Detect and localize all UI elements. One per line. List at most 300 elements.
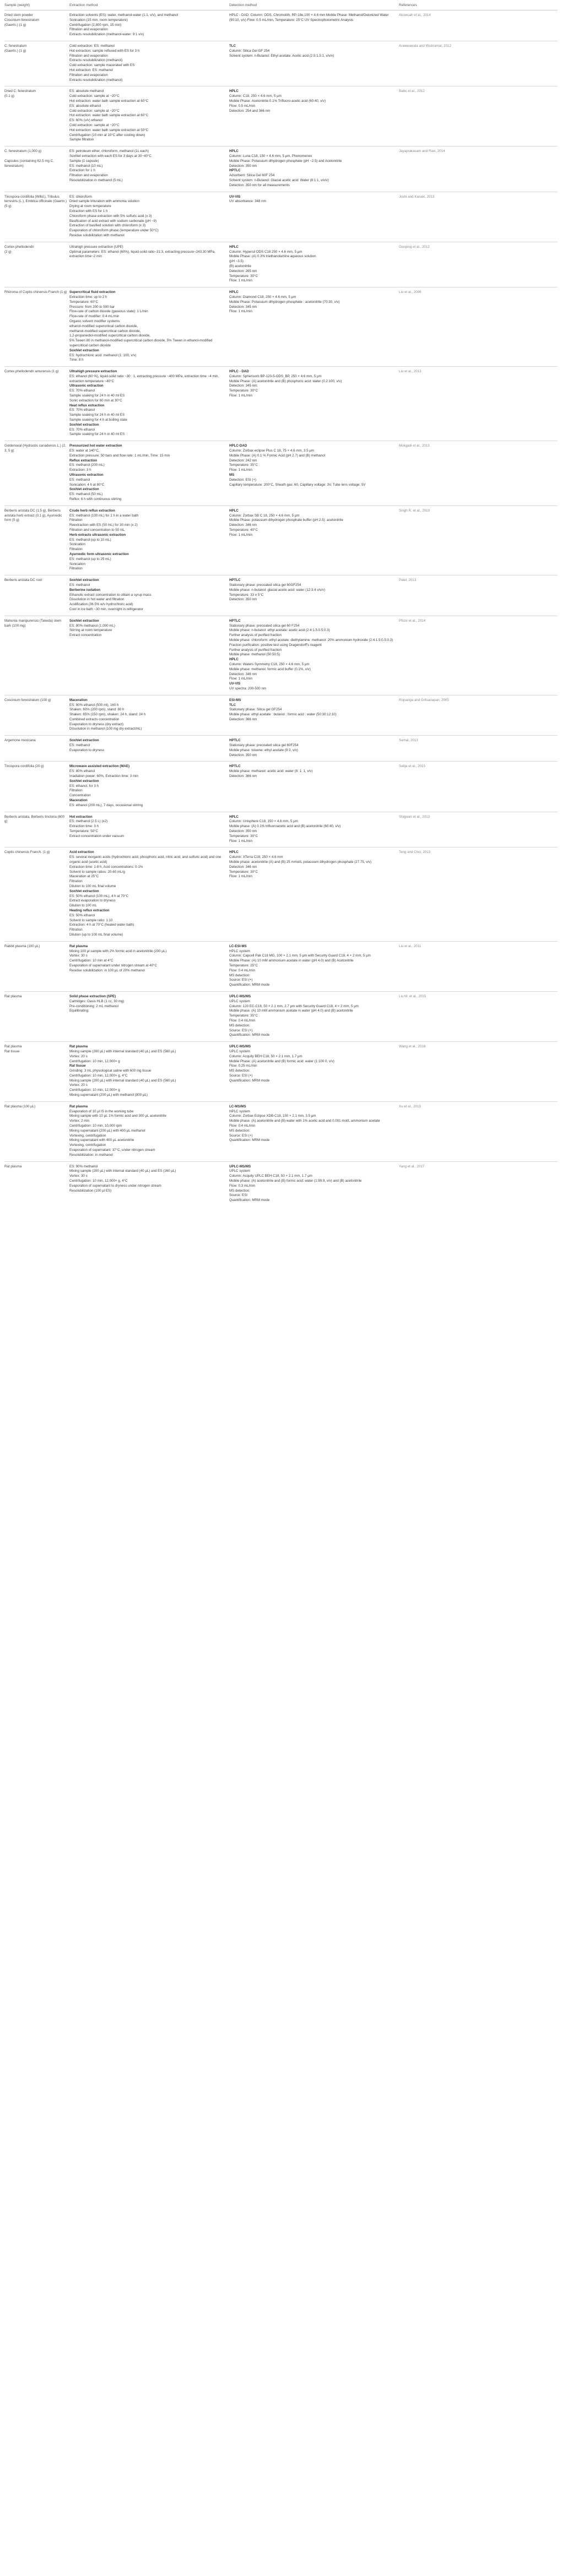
detection-cell-line: Column: Acquity UPLC BEH C18, 50 × 2.1 mm, 1.7 μm: [229, 1174, 312, 1178]
detection-cell-line: Column: Luna C18, 150 × 4.6 mm, 5 μm, Phenomenex: [229, 154, 312, 159]
extraction-cell-line: Vortex: 30 s: [69, 954, 88, 958]
detection-cell-line: HPLC - DAD: Column: ODS, Chromolith, RP-18e,100 × 4.6 mm Mobile Phase: Methanol/Deionized Water (90:10, v/v) Flow: 0.5 mL/min, Temperature: 25°C UV Spectrophotometric Analysis: [229, 13, 389, 22]
detection-cell-line: Column: Waters Symmetry C18, 250 × 4.6 mm, 5 μm: [229, 662, 310, 666]
detection-cell-line: Temperature: 25°C: [229, 963, 258, 968]
detection-cell-line: Column: 120 EC-C18, 50 × 2.1 mm, 2.7 μm with Security Guard C18, 4 × 2 mm, 5 μm: [229, 1004, 359, 1008]
detection-cell-line: UPLC system: [229, 1049, 250, 1053]
extraction-cell-line: Filtration: [69, 789, 83, 793]
extraction-cell-line: Filtration and evaporation: [69, 53, 108, 58]
detection-cell-line: Mobile Phase: Potassium dihydrogen phosphate : acetonitrile (70:30, v/v): [229, 300, 340, 304]
table-row: [4, 86, 558, 146]
sample-cell: [4, 192, 69, 242]
extraction-cell-line: ES: methanol (50 mL): [69, 492, 103, 497]
sample-cell: [4, 695, 69, 736]
detection-cell-line: MS detection:: [229, 1188, 250, 1193]
detection-cell-line: HPTLC: [229, 169, 241, 173]
detection-cell-line: Solvent system: n-Butanol: Ethyl acetate: Acetic acid (2.5:1.5:1, v/v/v): [229, 53, 334, 58]
extraction-cell-line: Soxhlet extraction: [69, 487, 99, 492]
detection-cell-line: UPLC-MS/MS: [229, 1045, 251, 1049]
sample-cell-line: Tinospora cordifolia (20 g): [4, 764, 44, 769]
extraction-cell-line: ES: absolute methanol: [69, 89, 104, 94]
table-row: [4, 1101, 558, 1161]
detection-cell-line: UPLC-MS/MS: [229, 994, 251, 998]
extraction-cell-line: ES: absolute ethanol: [69, 104, 101, 108]
detection-cell: [229, 695, 399, 736]
detection-cell-line: Detection: 345 nm;: [229, 384, 258, 388]
extraction-cell-line: Acid extraction: [69, 850, 94, 855]
extraction-cell-line: Vortexing, centrifugation: [69, 1143, 106, 1148]
extraction-cell-line: Rat plasma: [69, 1104, 88, 1108]
extraction-cell-line: ES: methanol: [69, 583, 90, 587]
detection-cell-line: Detection: 350 nm for all measurements: [229, 183, 290, 187]
reference-cell: [399, 616, 558, 695]
sample-cell: [4, 616, 69, 695]
extraction-cell: [69, 1042, 229, 1102]
extraction-cell-line: ES: 90% methanol: [69, 1164, 98, 1169]
extraction-cell-line: Mixing supernatant (200 μL) with 400 μL methanol: [69, 1128, 145, 1133]
table-row: [4, 367, 558, 441]
extraction-cell-line: Drying at room temperature: [69, 204, 111, 209]
extraction-cell-line: Dissolution in hot water and filtration: [69, 597, 125, 602]
extraction-cell-line: Filtration: [69, 567, 83, 571]
reference-cell: [399, 10, 558, 41]
extraction-cell: [69, 736, 229, 762]
sample-cell: [4, 10, 69, 41]
detection-cell-line: LC-ESI-MS: [229, 944, 247, 948]
extraction-cell-line: Extracts resolubilization (methanol-water: 9:1 v/v): [69, 32, 144, 37]
detection-cell-line: TLC: [229, 703, 236, 707]
detection-cell-line: Adsorbent: Silica Gel 60F 254: [229, 173, 275, 178]
reference-cell: [399, 1161, 558, 1207]
detection-cell-line: Source: ESI: [229, 1193, 248, 1198]
detection-cell-line: Mobile phase: ethyl acetate : butanol : formic acid : water (50:30:12:10): [229, 713, 337, 717]
extraction-cell-line: Cool in ice bath ~30 min, overnight in refrigerator: [69, 607, 143, 611]
extraction-cell-line: Soxhlet extraction: [69, 618, 99, 623]
header-row: [4, 1, 558, 10]
detection-cell-line: Fraction purification: positive test using Dragendorff's reagent: [229, 643, 322, 647]
detection-cell-line: Source: ESI (+): [229, 1133, 253, 1138]
sample-cell-line: Rat plasma: [4, 994, 22, 998]
sample-cell: [4, 812, 69, 847]
extraction-cell-line: Hot extraction: water bath sample extraction at 50°C: [69, 128, 149, 132]
detection-cell-line: Flow: 1 mL/min: [229, 468, 252, 472]
sample-cell: [4, 41, 69, 86]
extraction-cell-line: Evaporation of chloroform phase (temperature under 50°C): [69, 229, 159, 233]
detection-cell-line: Detection: 346 nm: [229, 672, 257, 676]
detection-cell-line: Mobile phase: methanol (50:50:5): [229, 653, 280, 657]
extraction-cell-line: Centrifugation: 10 min, 12,000× g, 4°C: [69, 1073, 128, 1078]
sample-cell: [4, 146, 69, 192]
detection-cell: [229, 736, 399, 762]
extraction-cell-line: Solid phase extraction (SPE): [69, 994, 116, 998]
table-row: [4, 847, 558, 941]
extraction-cell-line: Soxhlet extraction with each ES for 3 days at 30−40°C: [69, 154, 152, 159]
extraction-cell-line: methanol-modified supercritical carbon dioxide,: [69, 329, 141, 333]
detection-cell-line: Flow: 1 mL/min: [229, 874, 252, 879]
detection-cell-line: (pH ~3.5): [229, 259, 244, 264]
reference-cell-text: Shigwan et al., 2013: [399, 814, 430, 819]
detection-cell-line: Detection: ESI (+): [229, 477, 257, 482]
extraction-cell-line: Soxhlet extraction: [69, 578, 99, 583]
detection-cell-line: Mobile phase: (A) acetonitrile and (B) water with 1% acetic acid and 0.001 mol/L ammonium acetate: [229, 1119, 380, 1123]
reference-cell: [399, 1101, 558, 1161]
extraction-cell-line: Extraction time: up to 2 h: [69, 295, 107, 299]
sample-cell: [4, 441, 69, 506]
detection-cell-line: HPLC system: [229, 1109, 250, 1113]
extraction-cell-line: Sample soaking for 24 h in 40 ml ES: [69, 432, 125, 437]
extraction-cell: [69, 812, 229, 847]
table-body: [4, 10, 558, 1207]
reference-cell-text: Arawwawala and Wickramar, 2012: [399, 44, 451, 48]
detection-cell-line: UV-VIS: [229, 682, 241, 686]
extraction-cell-line: Filtration and evaporation: [69, 173, 108, 178]
detection-cell-line: TLC: [229, 44, 236, 48]
reference-cell: [399, 847, 558, 941]
detection-cell-line: MS detection:: [229, 1023, 250, 1028]
extraction-cell-line: Dilution to 100 mL final volume: [69, 884, 116, 888]
detection-cell-line: Column: Zorbax SB C 18, 250 × 4.6 mm, 5 μm: [229, 513, 300, 518]
extraction-cell-line: Basification of acid extract with sodium carbonate (pH ~9): [69, 219, 157, 223]
reference-cell-text: Samal, 2013: [399, 738, 418, 743]
extraction-cell-line: ES: methanol (up to 25 mL): [69, 557, 111, 561]
detection-cell-line: Mobile phase: methanol: acetic acid: water (8: 1: 1, v/v): [229, 769, 313, 774]
extraction-cell-line: Resolubilization: in methanol: [69, 1153, 113, 1157]
detection-cell-line: Flow: 1 mL/min: [229, 309, 252, 314]
extraction-cell-line: Extracts resolubilization (methanol): [69, 58, 123, 63]
detection-cell-line: Temperature: 33 ± 5°C: [229, 593, 264, 597]
extraction-cell-line: Mixing sample (200 μL) with internal standard (40 μL) and ES (560 μL): [69, 1078, 176, 1083]
table-header: [4, 1, 558, 10]
extraction-cell-line: ES: 70% ethanol: [69, 408, 95, 412]
extraction-cell-line: Extraction solvents (ES): water, methanol-water (1:1, v/v), and methanol: [69, 13, 179, 18]
extraction-cell-line: ES: methanol: [69, 743, 90, 748]
extraction-cell-line: Sonication (15 min, room temperature): [69, 18, 128, 22]
detection-cell-line: Stationary phase: precoated silica gel 60 F254: [229, 623, 300, 628]
table-row: [4, 762, 558, 812]
sample-cell: [4, 941, 69, 991]
reference-cell: [399, 991, 558, 1041]
detection-cell-line: Detection: 265 nm: [229, 269, 257, 273]
extraction-cell-line: Evaporation to dryness: [69, 748, 105, 752]
extraction-cell-line: Extraction: 3 h: [69, 468, 91, 472]
table-row: [4, 1042, 558, 1102]
extraction-cell-line: Sample soaking for 4 h at boiling state: [69, 418, 127, 422]
extraction-cell-line: Irradiation power: 60%, Extraction time: 3 min: [69, 774, 138, 779]
detection-cell: [229, 10, 399, 41]
extraction-cell-line: Solvent to sample ratio: 1:10: [69, 918, 113, 922]
detection-cell-line: Flow: 1 mL/min: [229, 394, 252, 398]
extraction-cell-line: Acidification (36.5% w/v hydrochloric acid): [69, 602, 133, 607]
extraction-cell: [69, 1101, 229, 1161]
table-row: [4, 1161, 558, 1207]
detection-cell: [229, 242, 399, 287]
extraction-cell-line: Supercritical fluid extraction: [69, 290, 116, 295]
detection-cell-line: Detection: 366 nm: [229, 717, 257, 721]
extraction-cell-line: Equilibrating:: [69, 1009, 89, 1013]
extraction-cell-line: Extraction time: 3 h: [69, 824, 99, 829]
sample-cell-line: (Gaertn.) (1 g): [4, 48, 26, 53]
header-extraction-method: Extraction method: [69, 1, 229, 10]
sample-cell: [4, 991, 69, 1041]
extraction-cell-line: Cold extraction: sample at −20°C: [69, 108, 120, 113]
reference-cell-text: Liu et al., 2011: [399, 944, 422, 948]
extraction-cell-line: Hot extraction: [69, 814, 93, 819]
extraction-cell-line: Combined extracts concentration: [69, 717, 120, 721]
extraction-cell-line: Rat plasma: [69, 944, 88, 948]
reference-cell-text: Patel, 2013: [399, 578, 417, 583]
detection-cell: [229, 812, 399, 847]
extraction-cell-line: Pressurized hot water extraction: [69, 444, 122, 448]
detection-cell: [229, 1101, 399, 1161]
detection-cell-line: Source: ESI (+): [229, 1028, 253, 1032]
extraction-cell-line: Vortex: 20 s: [69, 1054, 88, 1058]
detection-cell-line: Mobile phase: toluene: ethyl acetate (9:3, v/v): [229, 748, 298, 752]
table-row: [4, 736, 558, 762]
sample-cell: [4, 242, 69, 287]
detection-cell-line: Detection: 350 nm: [229, 829, 257, 834]
extraction-cell-line: Cold extraction: sample at −20°C: [69, 94, 120, 99]
detection-cell-line: UPLC system: [229, 1169, 250, 1173]
detection-cell-line: Source: ESI (+): [229, 1073, 253, 1078]
extraction-cell-line: Shaken: 65% (150 rpm), shaken: 24 h, stand: 24 h: [69, 713, 146, 717]
detection-cell-line: Column: Zorbax Eclipse XDB-C18, 150 × 2.1 mm, 3.5 μm: [229, 1114, 316, 1118]
reference-cell: [399, 192, 558, 242]
extraction-cell-line: Concentration: [69, 794, 91, 798]
table-row: [4, 991, 558, 1041]
detection-cell-line: Detection: 254 and 366 nm: [229, 108, 271, 113]
detection-cell-line: Mobile Phase: (A) 0.1 % Formic Acid (pH 2.7) and (B) methanol: [229, 453, 326, 458]
detection-cell-line: Mobile Phase: (A) acetonitrile and (B) formic acid: water (1:100 0, v/v): [229, 1059, 334, 1063]
extraction-cell-line: Heat reflux extraction: [69, 403, 105, 407]
reference-cell-text: Joshi and Kanaki, 2013: [399, 194, 435, 199]
extraction-cell-line: Evaporation to dryness (dry extract): [69, 722, 124, 726]
extraction-cell-line: Centrifugation: 10 min, 12,000× g: [69, 1088, 120, 1093]
detection-cell: [229, 1161, 399, 1207]
extraction-cell-line: Resolubilization (100 μl ES): [69, 1188, 112, 1193]
extraction-cell-line: Dilution to 100 mL: [69, 904, 97, 908]
detection-cell-line: HPLC: [229, 814, 239, 819]
extraction-cell-line: Stirring at room temperature: [69, 628, 112, 633]
extraction-cell-line: Time: 8 h: [69, 358, 84, 362]
extraction-cell-line: Pre-conditioning: 2 mL methanol: [69, 1004, 118, 1008]
extraction-cell-line: Flow-rate of carbon dioxide (gaseous state): 1 L/min: [69, 309, 148, 314]
extraction-cell-line: Residue solubilization with methanol: [69, 233, 125, 237]
extraction-cell-line: Hot extraction: sample refluxed with ES for 3 h: [69, 48, 140, 53]
sample-cell: [4, 1042, 69, 1102]
detection-cell-line: Mobile phase: chloroform: ethyl acetate: diethylamine: methanol: 20% ammonium hydroxide (2:4:1.5:0.5:0.3): [229, 638, 393, 642]
extraction-cell-line: Cold extraction: sample at −20°C: [69, 123, 120, 128]
extraction-cell-line: Vortex: 30 s: [69, 1174, 88, 1178]
extraction-cell-line: Soxhlet extraction: [69, 779, 99, 783]
detection-cell-line: Mobile phase: n-butanol: glacial acetic acid: water (12:3:4 v/v/v): [229, 588, 326, 592]
detection-cell-line: Flow: 0.5 mL/min: [229, 104, 256, 108]
extraction-cell-line: ES: methanol (10 mL): [69, 164, 103, 168]
table-row: [4, 616, 558, 695]
extraction-cell-line: Cold extraction: ES: methanol: [69, 44, 115, 48]
extraction-cell-line: Crude herb reflux extraction: [69, 508, 115, 513]
extraction-cell-line: Ultrahigh pressure extraction (UPE): [69, 244, 123, 249]
extraction-cell: [69, 367, 229, 441]
detection-cell: [229, 287, 399, 367]
extraction-cell-line: Herb extracts ultrasonic extraction: [69, 532, 126, 537]
extraction-cell-line: Centrifugation: 10 min, 12,000× g, 4°C: [69, 1179, 128, 1183]
extraction-cell-line: ethanol-modified supercritical carbon dioxide,: [69, 324, 138, 328]
extraction-cell-line: Berberine isolation: [69, 588, 101, 592]
detection-cell-line: Mobile Phase: (A) 0.3% triethanolamine aqueous solution: [229, 254, 316, 259]
extraction-cell-line: Evaporation of 10 μl IS in the working tube: [69, 1109, 134, 1113]
extraction-cell-line: Soxhlet extraction: [69, 422, 99, 427]
extraction-cell-line: Vortex: 20 s: [69, 1083, 88, 1088]
detection-cell-line: Flow: 1 mL/min: [229, 839, 252, 843]
reference-cell-text: Guoping et al., 2012: [399, 244, 430, 249]
detection-cell-line: Column: XTerra C18, 250 × 4.6 mm: [229, 855, 283, 860]
sample-cell-line: Berberis aristata, Berberis tinctoria (600 g): [4, 814, 65, 824]
reference-cell: [399, 762, 558, 812]
reference-cell-text: Mokgadi et al., 2013: [399, 444, 430, 448]
sample-cell-line: Dried stem powder: [4, 13, 33, 18]
extraction-cell-line: Mixing supernatant (200 μL) with methanol (800 μL): [69, 1093, 148, 1097]
table-row: [4, 812, 558, 847]
detection-cell: [229, 762, 399, 812]
detection-cell-line: Stationary phase: precoated silica gel 60F254: [229, 743, 299, 748]
extraction-cell-line: Extraction time: 1-8 h, Acid concentrations: 0-1%: [69, 865, 143, 869]
extraction-cell-line: Extract concentration under vacuum: [69, 834, 125, 838]
sample-cell: [4, 1101, 69, 1161]
detection-cell: [229, 146, 399, 192]
sample-cell-line: (Gaertn.) (1 g): [4, 23, 26, 27]
detection-cell-line: Column: Silica Gel GF 254: [229, 48, 270, 53]
reference-cell-text: Jayaprakasam and Ravi, 2014: [399, 149, 445, 154]
extraction-cell-line: Reflux: 6 h with continuous stirring: [69, 497, 122, 502]
table-row: [4, 192, 558, 242]
extraction-cell-line: Extraction of basified solution with chloroform (x 3): [69, 224, 146, 228]
extraction-cell: [69, 10, 229, 41]
extraction-cell-line: Filtration and evaporation: [69, 28, 108, 32]
detection-cell-line: Quantification: MRM mode: [229, 1198, 270, 1203]
page: [0, 0, 562, 1207]
sample-cell-line: Goldenseal (Hydrastis canadensis L.) (2, 3, 5 g): [4, 444, 66, 453]
extraction-cell-line: Maceration at 25°C: [69, 874, 99, 879]
extraction-cell-line: Grinding: 3 mL physiological saline with 600 mg tissue: [69, 1069, 152, 1073]
extraction-cell: [69, 41, 229, 86]
extraction-cell-line: Soxhlet extraction: [69, 348, 99, 352]
sample-cell: [4, 762, 69, 812]
reference-cell: [399, 736, 558, 762]
sample-cell: [4, 1161, 69, 1207]
extraction-cell-line: Dried sample trituration with ammonia solution: [69, 199, 139, 204]
detection-cell-line: Mobile phase: (A) 10 mM ammonium acetate in water (pH 4.0) and (B) acetonitrile: [229, 1009, 353, 1013]
detection-cell-line: Flow: 0.25 mL/min: [229, 1064, 257, 1068]
detection-cell-line: Stationary phase: Silica gel GF254: [229, 708, 282, 712]
detection-cell-line: MS detection:: [229, 1128, 250, 1133]
detection-cell-line: HPLC: [229, 850, 239, 855]
reference-cell: [399, 287, 558, 367]
sample-cell: [4, 736, 69, 762]
extraction-cell-line: Soxhlet extraction: [69, 738, 99, 743]
detection-cell-line: Flow: 1 mL/min: [229, 532, 252, 537]
extraction-cell-line: Extraction with ES for 1 h: [69, 209, 108, 213]
extraction-cell-line: Temperature: 60°C: [69, 300, 98, 304]
detection-cell-line: HPTLC: [229, 578, 241, 583]
detection-cell-line: HPLC - DAD: [229, 369, 249, 374]
extraction-cell-line: Sample (1 capsule): [69, 159, 99, 163]
reference-cell: [399, 367, 558, 441]
extraction-cell-line: 1,2-propanediol-modified supercritical carbon dioxide,: [69, 334, 150, 338]
sample-cell: [4, 86, 69, 146]
extraction-cell: [69, 86, 229, 146]
extraction-cell-line: Sonication: [69, 562, 85, 566]
detection-cell-line: UV-VIS: [229, 194, 241, 199]
extraction-cell-line: Mixing 100 μl sample with 2% formic acid in acetonitrile (200 μL): [69, 949, 167, 953]
detection-cell-line: HPLC: [229, 290, 239, 295]
extraction-cell-line: Evaporation of supernatant to dryness under nitrogen stream: [69, 1183, 161, 1188]
extraction-cell-line: Extraction for 1 h: [69, 169, 95, 173]
detection-cell-line: HPLC: [229, 244, 239, 249]
detection-cell-line: Temperature: 30°C: [229, 274, 258, 278]
extraction-cell-line: Extraction pressure: 50 bars and flow rate: 1 mL/min, Time: 15 min: [69, 453, 170, 458]
sample-cell-line: [4, 154, 67, 159]
sample-cell-line: Cortex phellodendri: [4, 244, 34, 249]
sample-cell: [4, 367, 69, 441]
detection-cell-line: Detection: 350 nm: [229, 753, 257, 757]
detection-cell-line: Mobile Phase: (A) 10 mM ammonium acetate in water (pH 4.0) and (B) Acetonitrile: [229, 959, 354, 963]
extraction-cell-line: Cold extraction: sample macerated with ES: [69, 63, 135, 68]
reference-cell: [399, 146, 558, 192]
detection-cell-line: HPTLC: [229, 618, 241, 623]
detection-cell-line: Source: ESI (+): [229, 978, 253, 982]
reference-cell-text: Satija et al., 2015: [399, 764, 425, 769]
detection-cell-line: Flow: 0.4 mL/min: [229, 1124, 256, 1128]
extraction-cell: [69, 762, 229, 812]
extraction-cell-line: ES: petroleum ether, chloroform, methanol (1L each): [69, 149, 149, 154]
extraction-cell-line: Shaken: 60% (200 rpm), stand: 80 h: [69, 708, 125, 712]
detection-cell-line: Column: Unisphere C18, 150 × 4.6 mm, 5 μm: [229, 819, 298, 824]
reference-cell: [399, 86, 558, 146]
sample-cell-line: Mahonia manipurensis (Takeda) stem bark (100 mg): [4, 618, 62, 628]
table-row: [4, 41, 558, 86]
extraction-cell-line: ES: several inorganic acids (hydrochloric acid, phosphoric acid, nitric acid, and sulfuric acid) and one organic acid (acetic acid): [69, 855, 221, 865]
extraction-cell-line: Mixing sample (200 μL) with internal standard (40 μL) and ES (160 μL): [69, 1169, 176, 1173]
sample-cell: [4, 506, 69, 575]
sample-cell-line: Coscinium fenestratum (100 g): [4, 698, 51, 702]
detection-cell-line: Mobile Phase: Acetonitrile:0.1% Trifluoro-acetic acid (60:40, v/v): [229, 99, 326, 104]
extraction-cell: [69, 847, 229, 941]
extraction-cell-line: Solvent to sample ratios: 20-60 mL/g: [69, 869, 125, 874]
extraction-cell: [69, 506, 229, 575]
extraction-cell-line: Vortex: 2 min: [69, 1119, 90, 1123]
extraction-cell-line: Sonication: 4 h at 80°C: [69, 482, 105, 487]
detection-cell: [229, 441, 399, 506]
extraction-cell-line: ES: 50% ethanol (100 mL), 4 h at 70°C: [69, 894, 129, 898]
detection-cell-line: Mobile phase: (A) 0.1% trifluoroacetic acid and (B) acetonitrile (60:40, v/v): [229, 824, 341, 829]
table-row: [4, 575, 558, 616]
extraction-cell-line: Centrifugation: 10 min, 10,000 rpm: [69, 1124, 122, 1128]
reference-cell: [399, 41, 558, 86]
sample-cell-line: Rat plasma (100 μL): [4, 1104, 36, 1108]
extraction-cell-line: Resolubilization in methanol (5 mL): [69, 178, 123, 182]
sample-cell-line: Dried C. fenestratum: [4, 89, 36, 94]
extraction-cell-line: Ethanolic extract concentration to obtain a syrup mass: [69, 593, 152, 597]
sample-cell-line: Berberis aristata DC root: [4, 578, 42, 583]
detection-cell-line: HPLC: [229, 149, 239, 154]
extraction-cell: [69, 192, 229, 242]
extraction-methods-table: [4, 1, 558, 1207]
extraction-cell-line: Hot extraction: water bath sample extraction at 60°C: [69, 99, 149, 104]
sample-cell-line: Rat plasma: [4, 1045, 22, 1049]
detection-cell-line: Temperature: 30°C: [229, 869, 258, 874]
extraction-cell-line: 5% Tween 80 in methanol-modified supercritical carbon dioxide, 5% Tween in ethanol-modified supercritical carbon dioxide: [69, 339, 213, 347]
extraction-cell-line: Chloroform phase extraction with 5% sulfuric acid (x 3): [69, 214, 152, 218]
